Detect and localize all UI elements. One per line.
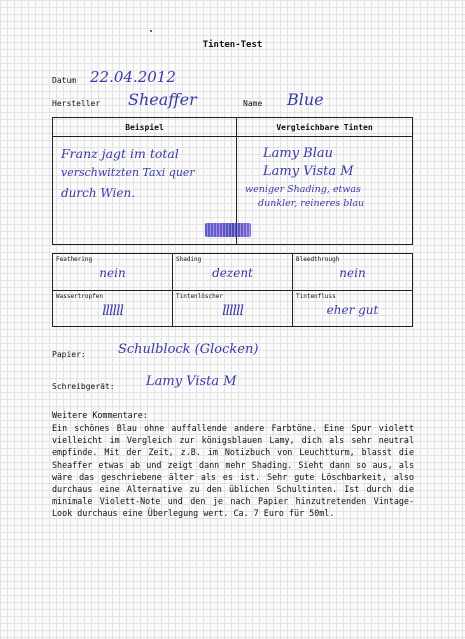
prop-shading bbox=[173, 254, 292, 290]
schreibgeraet-value: Lamy Vista M bbox=[146, 374, 237, 389]
prop-label: Shading bbox=[176, 256, 202, 263]
schreibgeraet-label: Schreibgerät: bbox=[52, 382, 115, 391]
col-header-beispiel: Beispiel bbox=[125, 123, 164, 132]
ink-swatch bbox=[205, 223, 251, 237]
prop-tintenfluss bbox=[293, 291, 412, 326]
col-header-vergleich: Vergleichbare Tinten bbox=[276, 123, 373, 132]
prop-label: Tintenfluss bbox=[296, 293, 336, 300]
prop-tintenloescher bbox=[173, 291, 292, 326]
vergleich-line-2: Lamy Vista M bbox=[263, 164, 354, 179]
comments-text: Ein schönes Blau ohne auffallende andere Farbtöne. Eine Spur violett vielleicht im Vergleich zur königsblauen Lamy, dich als sehr neutral empfinde. Mit der Zeit, z.B. im Notizbuch von Leuchtturm, blasst die Sheaffer etwas ab und zeigt dann mehr Shading. Sieht dann so aus, als wäre das geschriebene älter als es ist. Sehr gute Löschbarkeit, also durchaus eine Alternative zu den üblichen Schultinten. Ist durch die minimale Violett-Note und den je nach Papier hinzutretenden Vintage-Look durchaus eine Überlegung wert. Ca. 7 Euro für 50ml. bbox=[52, 423, 414, 519]
prop-value: nein bbox=[339, 266, 366, 280]
prop-value: dezent bbox=[212, 266, 253, 280]
comments-label: Weitere Kommentare: bbox=[52, 410, 148, 420]
prop-value: eher gut bbox=[326, 303, 379, 317]
prop-value: nein bbox=[99, 266, 126, 280]
vergleich-line-3: weniger Shading, etwas bbox=[245, 184, 361, 195]
prop-label: Feathering bbox=[56, 256, 93, 263]
prop-wassertropfen bbox=[53, 291, 172, 326]
beispiel-line-2: verschwitzten Taxi quer bbox=[61, 166, 195, 179]
hersteller-label: Hersteller bbox=[52, 99, 101, 108]
beispiel-line-1: Franz jagt im total bbox=[61, 146, 179, 161]
datum-label: Datum bbox=[52, 76, 77, 85]
prop-bleedthrough bbox=[293, 254, 412, 290]
datum-value: 22.04.2012 bbox=[90, 68, 176, 86]
prop-value: llllll bbox=[102, 303, 123, 319]
vergleich-line-4: dunkler, reineres blau bbox=[258, 198, 365, 209]
properties-grid bbox=[52, 253, 413, 327]
beispiel-line-3: durch Wien. bbox=[61, 186, 136, 200]
prop-value: llllll bbox=[222, 303, 243, 319]
prop-label: Bleedthrough bbox=[296, 256, 340, 263]
speck-dot bbox=[150, 30, 152, 32]
prop-feathering bbox=[53, 254, 172, 290]
name-label: Name bbox=[243, 99, 263, 108]
prop-label: Wassertropfen bbox=[56, 293, 103, 300]
table-header-divider bbox=[53, 136, 412, 137]
name-value: Blue bbox=[287, 90, 324, 109]
hersteller-value: Sheaffer bbox=[128, 90, 197, 109]
example-table bbox=[52, 117, 413, 245]
page-title: Tinten-Test bbox=[202, 40, 263, 50]
papier-value: Schulblock (Glocken) bbox=[118, 342, 259, 357]
papier-label: Papier: bbox=[52, 350, 86, 359]
prop-label: Tintenlöscher bbox=[176, 293, 223, 300]
vergleich-line-1: Lamy Blau bbox=[263, 146, 334, 161]
